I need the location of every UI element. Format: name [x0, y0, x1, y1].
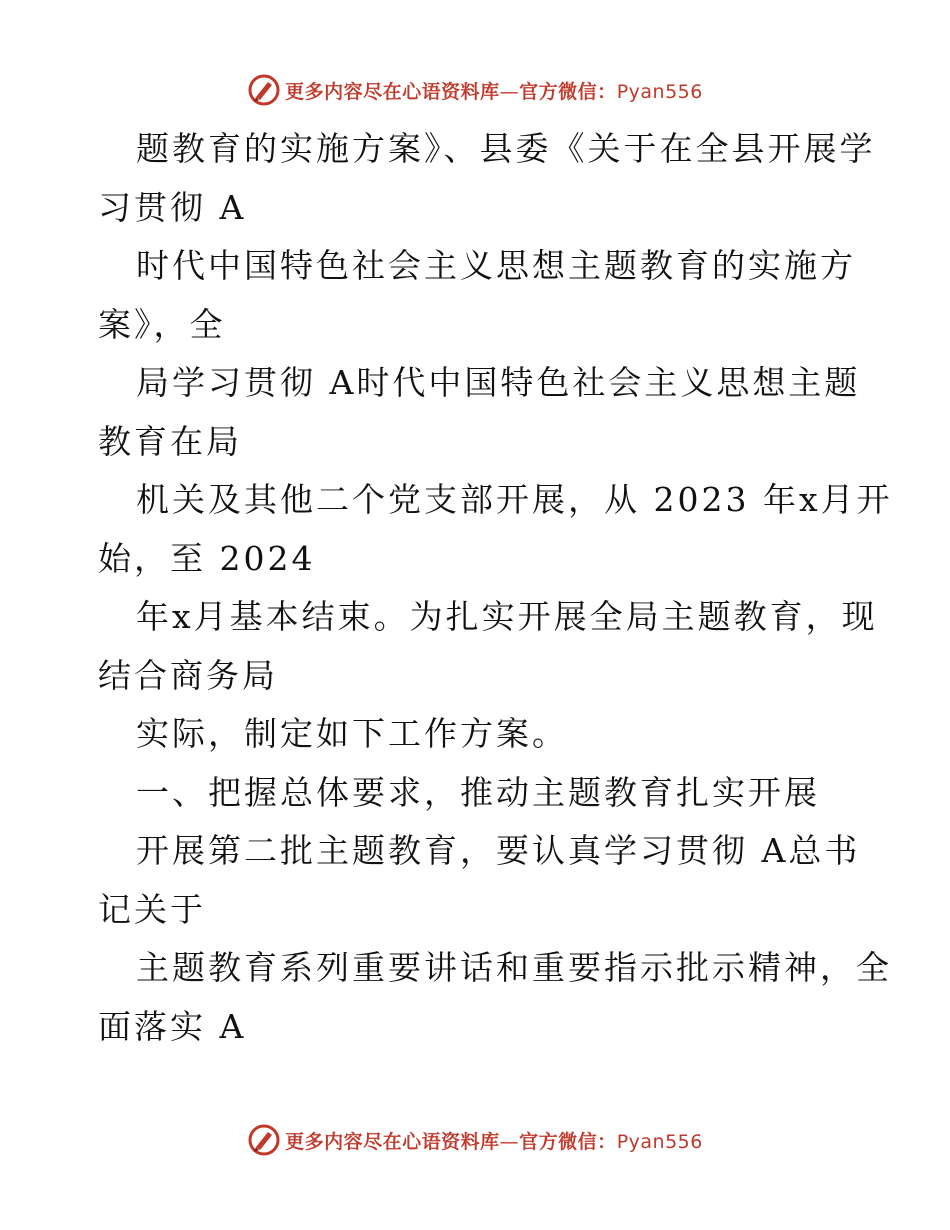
text-line: 结合商务局: [98, 655, 278, 695]
banner-brand: 更多内容尽在心语资料库: [285, 80, 500, 103]
pen-circle-icon: [247, 73, 281, 107]
text-line: 始，至 2024: [98, 538, 316, 578]
text-line: 教育在局: [98, 421, 242, 461]
document-body: [98, 120, 893, 1056]
banner-wechat-label: 官方微信：: [519, 1130, 617, 1153]
text-line: 局学习贯彻 A时代中国特色社会主义思想主题: [136, 363, 861, 402]
text-line: 主题教育系列重要讲话和重要指示批示精神，全: [136, 948, 892, 987]
banner-brand: 更多内容尽在心语资料库: [285, 1130, 500, 1153]
text-line: 实际，制定如下工作方案。: [136, 714, 568, 753]
text-line: 开展第二批主题教育，要认真学习贯彻 A总书: [136, 831, 861, 870]
text-line: 年x月基本结束。为扎实开展全局主题教育，现: [136, 597, 878, 636]
footer-banner: [0, 1120, 950, 1160]
banner-wechat-label: 官方微信：: [519, 80, 617, 103]
text-line: 习贯彻 A: [98, 187, 247, 227]
banner-wechat-id: Pyan556: [616, 1130, 703, 1153]
text-line: 时代中国特色社会主义思想主题教育的实施方: [136, 246, 856, 285]
text-line: 题教育的实施方案》、县委《关于在全县开展学: [136, 129, 876, 168]
banner-separator: —: [499, 1130, 520, 1153]
header-banner: [0, 70, 950, 110]
banner-wechat-id: Pyan556: [616, 80, 703, 103]
banner-text: [285, 77, 703, 104]
banner-text: [285, 1127, 703, 1154]
text-line: 案》，全: [98, 304, 226, 344]
pen-circle-icon: [247, 1123, 281, 1157]
text-line: 机关及其他二个党支部开展，从 2023 年x月开: [136, 480, 893, 519]
text-line: 记关于: [98, 889, 206, 929]
text-line: 一、把握总体要求，推动主题教育扎实开展: [136, 772, 820, 812]
text-line: 面落实 A: [98, 1006, 247, 1046]
banner-separator: —: [499, 80, 520, 103]
